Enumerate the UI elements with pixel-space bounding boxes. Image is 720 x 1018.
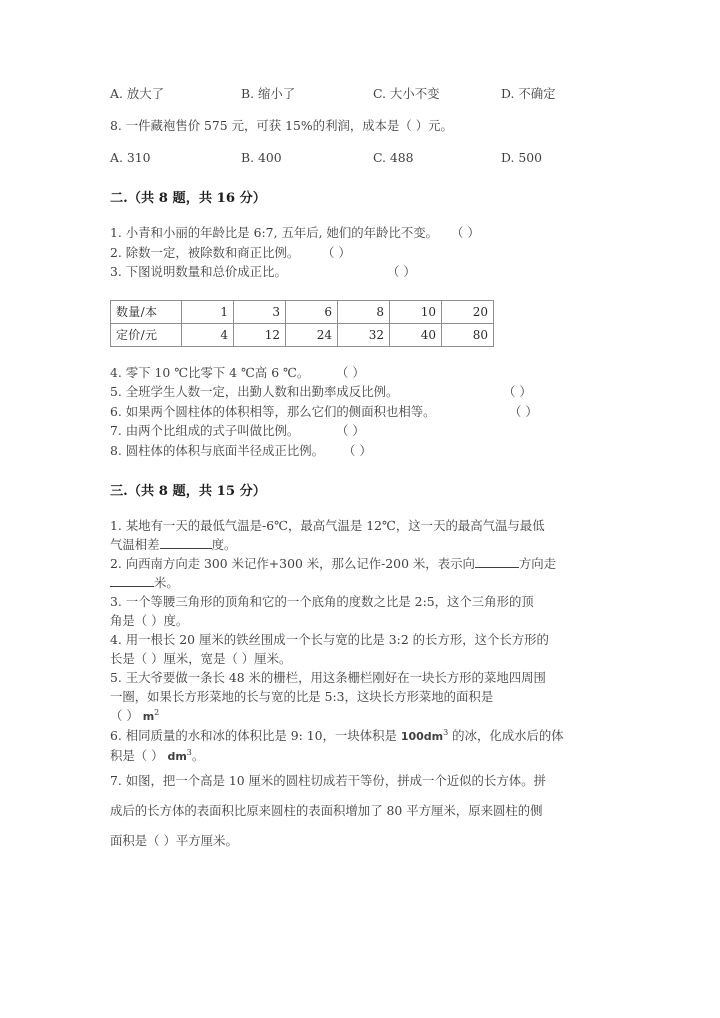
option-b[interactable]: B. 缩小了 — [241, 86, 296, 101]
unit-exponent: 3 — [443, 727, 449, 737]
table-row — [111, 300, 494, 323]
question-line: 米。 — [110, 573, 610, 592]
statement-text: 7. 由两个比组成的式子叫做比例。 — [110, 423, 300, 438]
fill-question-2 — [110, 554, 610, 592]
table-cell: 3 — [234, 300, 286, 323]
spacer — [110, 209, 610, 223]
option-c[interactable]: C. 大小不变 — [373, 86, 440, 101]
statement-row — [110, 441, 610, 461]
option-d[interactable]: D. 500 — [501, 150, 543, 165]
question-line: 积是（ ） $dm^3$。 — [110, 747, 205, 763]
section-two-heading: 二.（共 8 题，共 16 分） — [110, 191, 266, 206]
spacer — [110, 502, 610, 516]
question-line: 长是（ ）厘米，宽是（ ）厘米。 — [110, 651, 292, 666]
question-line: 3. 一个等腰三角形的顶角和它的一个底角的度数之比是 2:5，这个三角形的顶 — [110, 594, 534, 609]
answer-bracket[interactable]: （ ） — [503, 384, 532, 399]
statement-text: 1. 小青和小丽的年龄比是 6:7, 五年后, 她们的年龄比不变。 — [110, 225, 439, 240]
question-line: 气温相差 度。 — [110, 537, 237, 552]
table-cell: 8 — [338, 300, 390, 323]
question-line: 6. 相同质量的水和冰的体积比是 9: 10，一块体积是 $100dm^3$ 的冰，化成水后的体 — [110, 727, 564, 743]
answer-blank[interactable] — [110, 586, 154, 587]
statement-row — [110, 382, 610, 402]
options-row-previous — [110, 84, 610, 103]
options-row-question-8 — [110, 148, 610, 167]
fill-question-6 — [110, 726, 610, 766]
answer-bracket[interactable]: （ ） — [336, 364, 365, 380]
table-cell: 20 — [442, 300, 494, 323]
fill-question-1 — [110, 516, 610, 554]
fill-question-4 — [110, 630, 610, 668]
fill-question-3 — [110, 592, 610, 630]
section-three-heading: 三.（共 8 题，共 15 分） — [110, 484, 266, 499]
question-line: 一圈，如果长方形菜地的长与宽的比是 5:3，这块长方形菜地的面积是 — [110, 689, 494, 704]
answer-bracket[interactable]: （ ） — [336, 423, 365, 438]
fill-question-7 — [110, 766, 610, 856]
unit-exponent: 3 — [186, 747, 192, 757]
answer-bracket[interactable]: （ ） — [509, 403, 538, 419]
option-a[interactable]: A. 310 — [110, 150, 151, 165]
unit-label: 100dm — [400, 730, 444, 743]
table-cell: 1 — [182, 300, 234, 323]
answer-bracket[interactable]: （ ） — [387, 264, 416, 279]
table-cell: 32 — [338, 323, 390, 346]
question-line: 4. 用一根长 20 厘米的铁丝围成一个长与宽的比是 3:2 的长方形，这个长方形的 — [110, 632, 549, 647]
table-cell: 24 — [286, 323, 338, 346]
question-line: 5. 王大爷要做一条长 48 米的栅栏，用这条栅栏刚好在一块长方形的菜地四周围 — [110, 670, 546, 685]
statement-row — [110, 243, 610, 263]
page-content — [110, 84, 610, 856]
table-row — [111, 323, 494, 346]
question-line: 成后的长方体的表面积比原来圆柱的表面积增加了 80 平方厘米，原来圆柱的侧 — [110, 803, 543, 818]
option-b[interactable]: B. 400 — [241, 150, 282, 165]
table-cell: 10 — [390, 300, 442, 323]
table-cell: 80 — [442, 323, 494, 346]
statement-text: 2. 除数一定，被除数和商正比例。 — [110, 244, 300, 260]
statement-text: 6. 如果两个圆柱体的体积相等，那么它们的侧面积也相等。 — [110, 403, 436, 419]
statement-text: 8. 圆柱体的体积与底面半径成正比例。 — [110, 442, 325, 458]
question-line: 面积是（ ）平方厘米。 — [110, 833, 238, 848]
unit-label: dm — [167, 750, 187, 763]
table-cell: 12 — [234, 323, 286, 346]
answer-bracket[interactable]: （ ） — [343, 442, 372, 458]
statement-row — [110, 421, 610, 441]
answer-blank[interactable] — [475, 567, 519, 568]
question-line: 1. 某地有一天的最低气温是-6℃，最高气温是 12℃，这一天的最高气温与最低 — [110, 518, 545, 533]
unit-label: m — [142, 710, 155, 723]
spacer — [110, 135, 610, 148]
statement-text: 3. 下图说明数量和总价成正比。 — [110, 264, 287, 279]
statement-text: 5. 全班学生人数一定，出勤人数和出勤率成反比例。 — [110, 384, 399, 399]
answer-bracket[interactable]: （ ） — [322, 244, 351, 260]
spacer — [110, 460, 610, 482]
question-8: 8. 一件藏袍售价 575 元，可获 15%的利润，成本是（ ）元。 — [110, 118, 453, 133]
table-cell: 6 — [286, 300, 338, 323]
row-header: 定价/元 — [111, 323, 182, 346]
quantity-price-table — [110, 300, 494, 347]
option-c[interactable]: C. 488 — [373, 150, 414, 165]
row-header: 数量/本 — [111, 300, 182, 323]
answer-bracket[interactable]: （ ） — [451, 225, 480, 240]
spacer — [110, 103, 610, 116]
statement-row — [110, 262, 610, 282]
option-d[interactable]: D. 不确定 — [501, 86, 556, 101]
option-a[interactable]: A. 放大了 — [110, 86, 164, 101]
table-cell: 4 — [182, 323, 234, 346]
question-line: 2. 向西南方向走 300 米记作+300 米，那么记作-200 米，表示向 方向走 — [110, 556, 557, 571]
question-line: 角是（ ）度。 — [110, 613, 189, 628]
unit-exponent: 2 — [154, 707, 160, 717]
question-line: （ ） $m^2$ — [110, 707, 160, 723]
answer-blank[interactable] — [160, 548, 212, 549]
table-cell: 40 — [390, 323, 442, 346]
statement-row — [110, 363, 610, 383]
statement-row — [110, 223, 610, 243]
question-line: 7. 如图，把一个高是 10 厘米的圆柱切成若干等份，拼成一个近似的长方体。拼 — [110, 773, 546, 788]
statement-row — [110, 402, 610, 422]
spacer — [110, 167, 610, 189]
statement-text: 4. 零下 10 ℃比零下 4 ℃高 6 ℃。 — [110, 364, 310, 380]
fill-question-5 — [110, 668, 610, 726]
quantity-price-table-wrapper — [110, 300, 610, 347]
